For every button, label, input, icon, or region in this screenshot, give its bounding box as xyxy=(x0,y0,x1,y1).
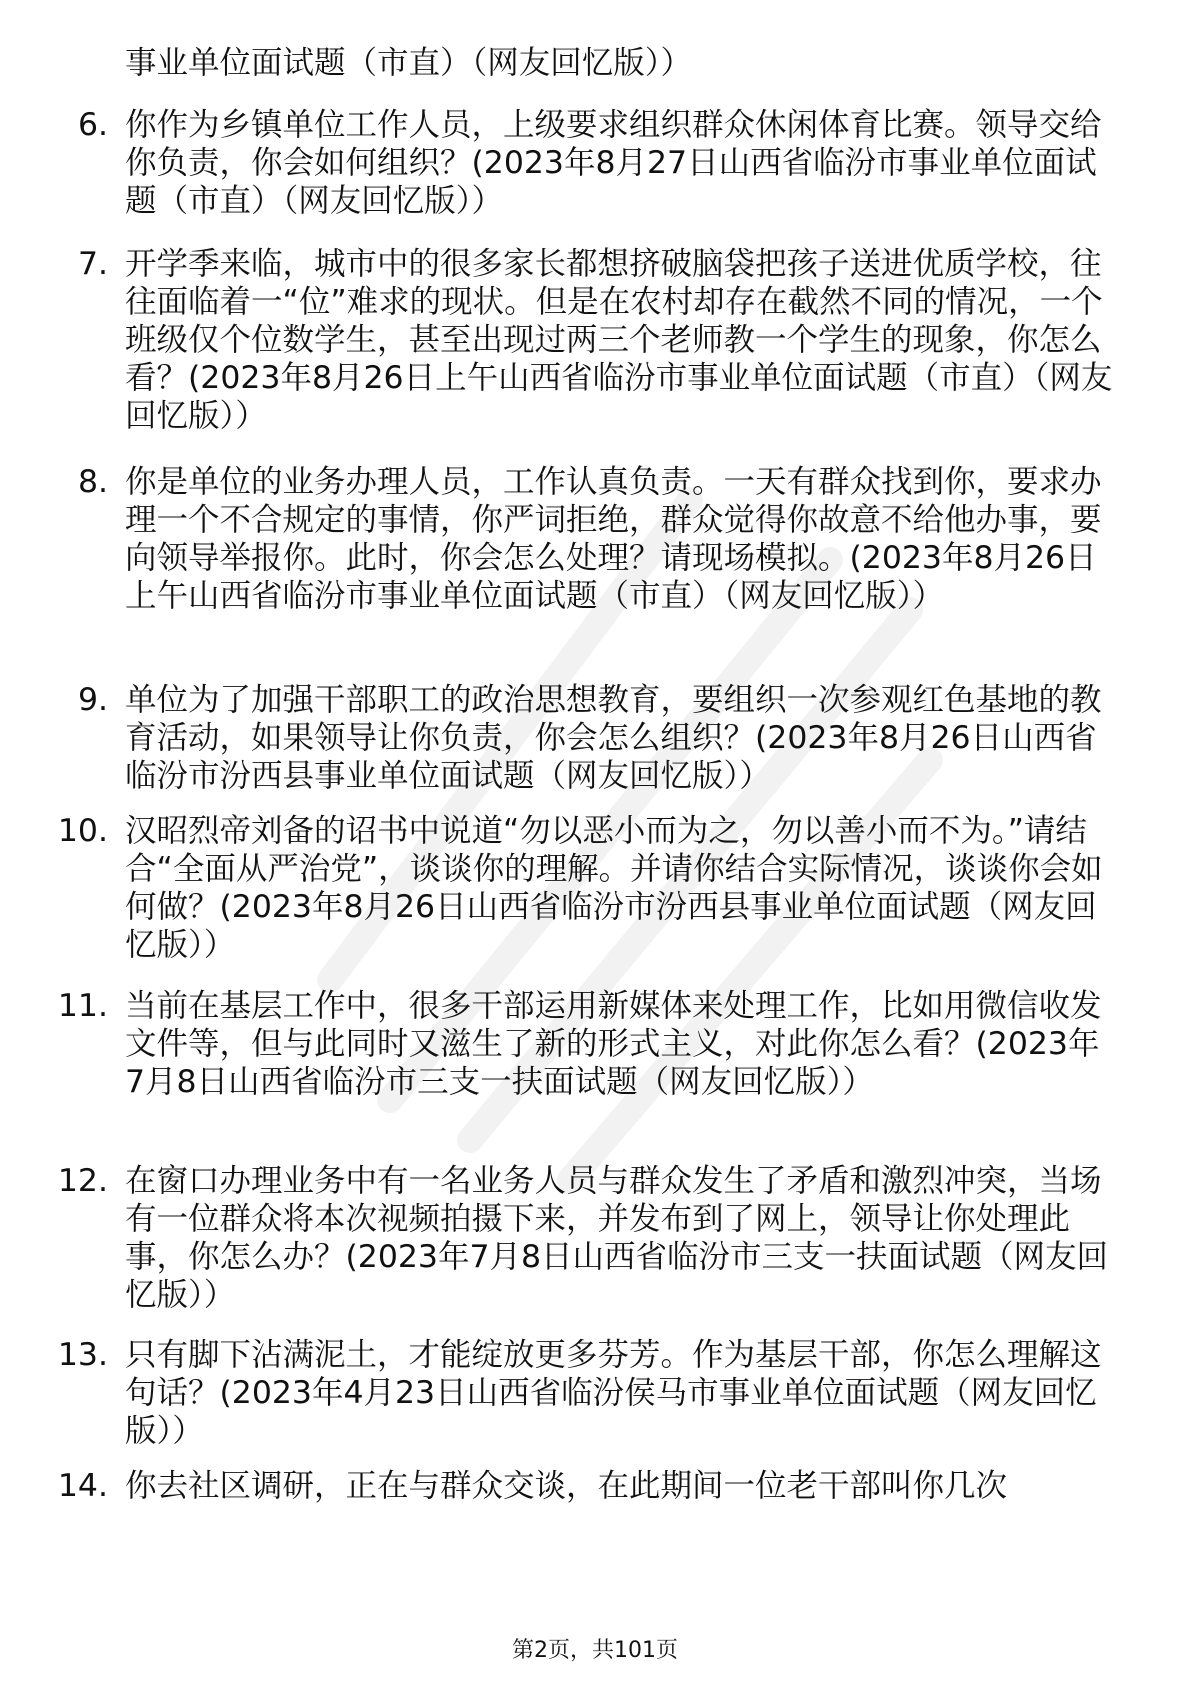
item-text: 你是单位的业务办理人员，工作认真负责。一天有群众找到你，要求办理一个不合规定的事情，你严词拒绝，群众觉得你故意不给他办事，要向领导举报你。此时，你会怎么处理？请现场模拟。(2023年8月26日上午山西省临汾市事业单位面试题（市直）（网友回忆版）） xyxy=(125,464,1102,614)
item-number: 10. xyxy=(57,813,108,849)
continuation-text: 事业单位面试题（市直）（网友回忆版）） xyxy=(125,45,693,81)
item-number: 7. xyxy=(77,246,108,282)
page-footer: 第2页，共101页 xyxy=(512,1638,678,1663)
item-number: 9. xyxy=(77,682,108,718)
item-number: 8. xyxy=(77,464,108,500)
item-text: 汉昭烈帝刘备的诏书中说道“勿以恶小而为之，勿以善小而不为。”请结合“全面从严治党”，谈谈你的理解。并请你结合实际情况，谈谈你会如何做？(2023年8月26日山西省临汾市汾西县事业单位面试题（网友回忆版）） xyxy=(125,813,1103,963)
item-text: 当前在基层工作中，很多干部运用新媒体来处理工作，比如用微信收发文件等，但与此同时又滋生了新的形式主义，对此你怎么看？(2023年7月8日山西省临汾市三支一扶面试题（网友回忆版）） xyxy=(125,988,1102,1100)
item-text: 你作为乡镇单位工作人员，上级要求组织群众休闲体育比赛。领导交给你负责，你会如何组织？(2023年8月27日山西省临汾市事业单位面试题（市直）（网友回忆版）） xyxy=(125,107,1102,219)
item-text: 你去社区调研，正在与群众交谈，在此期间一位老干部叫你几次 xyxy=(125,1468,1008,1504)
item-text: 只有脚下沾满泥土，才能绽放更多芬芳。作为基层干部，你怎么理解这句话？(2023年4月23日山西省临汾侯马市事业单位面试题（网友回忆版）） xyxy=(125,1337,1102,1449)
item-number: 6. xyxy=(77,107,108,143)
item-text: 开学季来临，城市中的很多家长都想挤破脑袋把孩子送进优质学校，往往面临着一“位”难求的现状。但是在农村却存在截然不同的情况，一个班级仅个位数学生，甚至出现过两三个老师教一个学生的现象，你怎么看？(2023年8月26日上午山西省临汾市事业单位面试题（市直）（网友回忆版）） xyxy=(125,246,1113,434)
item-text: 在窗口办理业务中有一名业务人员与群众发生了矛盾和激烈冲突，当场有一位群众将本次视频拍摄下来，并发布到了网上，领导让你处理此事，你怎么办？(2023年7月8日山西省临汾市三支一扶面试题（网友回忆版）） xyxy=(125,1163,1109,1313)
item-number: 12. xyxy=(57,1163,108,1199)
item-text: 单位为了加强干部职工的政治思想教育，要组织一次参观红色基地的教育活动，如果领导让你负责，你会怎么组织？(2023年8月26日山西省临汾市汾西县事业单位面试题（网友回忆版）） xyxy=(125,682,1102,794)
item-number: 11. xyxy=(57,988,108,1024)
item-number: 14. xyxy=(57,1468,108,1504)
item-number: 13. xyxy=(57,1337,108,1373)
